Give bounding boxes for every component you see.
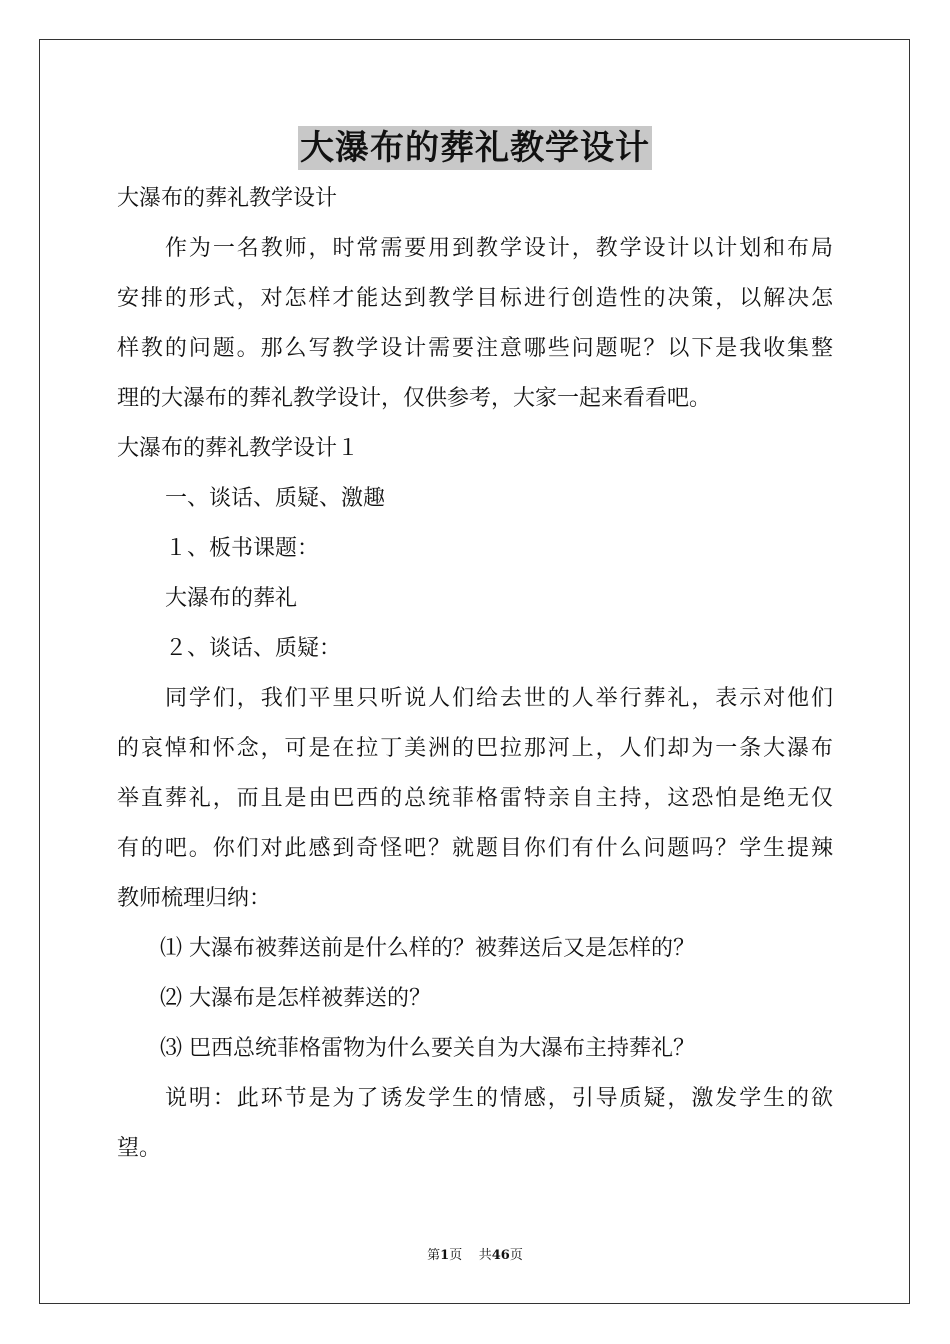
question-item: ⑴ 大瀑布被葬送前是什么样的？被葬送后又是怎样的？	[160, 936, 695, 961]
note-line: 望。	[117, 1136, 162, 1161]
page-prefix: 第	[427, 1248, 441, 1263]
document-subtitle: 大瀑布的葬礼教学设计	[117, 186, 338, 211]
talk-line: 教师梳理归纳：	[117, 886, 272, 911]
title-container	[0, 126, 950, 170]
section-heading: 大瀑布的葬礼教学设计１	[117, 436, 360, 461]
talk-line: 同学们，我们平里只听说人们给去世的人举行葬礼，表示对他们	[165, 686, 833, 711]
total-prefix: 共	[478, 1248, 492, 1263]
page-current: 1	[440, 1248, 450, 1263]
page-suffix: 页	[449, 1248, 463, 1263]
intro-line: 安排的形式，对怎样才能达到教学目标进行创造性的决策，以解决怎	[117, 286, 833, 311]
talk-line: 有的吧。你们对此感到奇怪吧？就题目你们有什么问题吗？学生提辣	[117, 836, 833, 861]
topic-text: 大瀑布的葬礼	[165, 586, 298, 611]
part-one-heading: 一、谈话、质疑、激趣	[165, 486, 386, 511]
talk-line: 举直葬礼，而且是由巴西的总统菲格雷特亲自主持，这恐怕是绝无仅	[117, 786, 833, 811]
total-suffix: 页	[509, 1248, 523, 1263]
page-border	[39, 39, 910, 1304]
talk-line: 的哀悼和怀念，可是在拉丁美洲的巴拉那河上，人们却为一条大瀑布	[117, 736, 833, 761]
question-item: ⑶ 巴西总统菲格雷物为什么要关自为大瀑布主持葬礼？	[160, 1036, 695, 1061]
page-footer	[0, 1247, 950, 1265]
step-one: １、板书课题：	[165, 536, 320, 561]
page-total: 46	[491, 1248, 510, 1263]
note-line: 说明：此环节是为了诱发学生的情感，引导质疑，激发学生的欲	[165, 1086, 833, 1111]
intro-line: 作为一名教师，时常需要用到教学设计，教学设计以计划和布局	[165, 236, 833, 261]
intro-line: 样教的问题。那么写教学设计需要注意哪些问题呢？以下是我收集整	[117, 336, 833, 361]
step-two: ２、谈话、质疑：	[165, 636, 342, 661]
question-item: ⑵ 大瀑布是怎样被葬送的？	[160, 986, 431, 1011]
intro-line: 理的大瀑布的葬礼教学设计，仅供参考，大家一起来看看吧。	[117, 386, 712, 411]
document-title: 大瀑布的葬礼教学设计	[300, 128, 650, 168]
